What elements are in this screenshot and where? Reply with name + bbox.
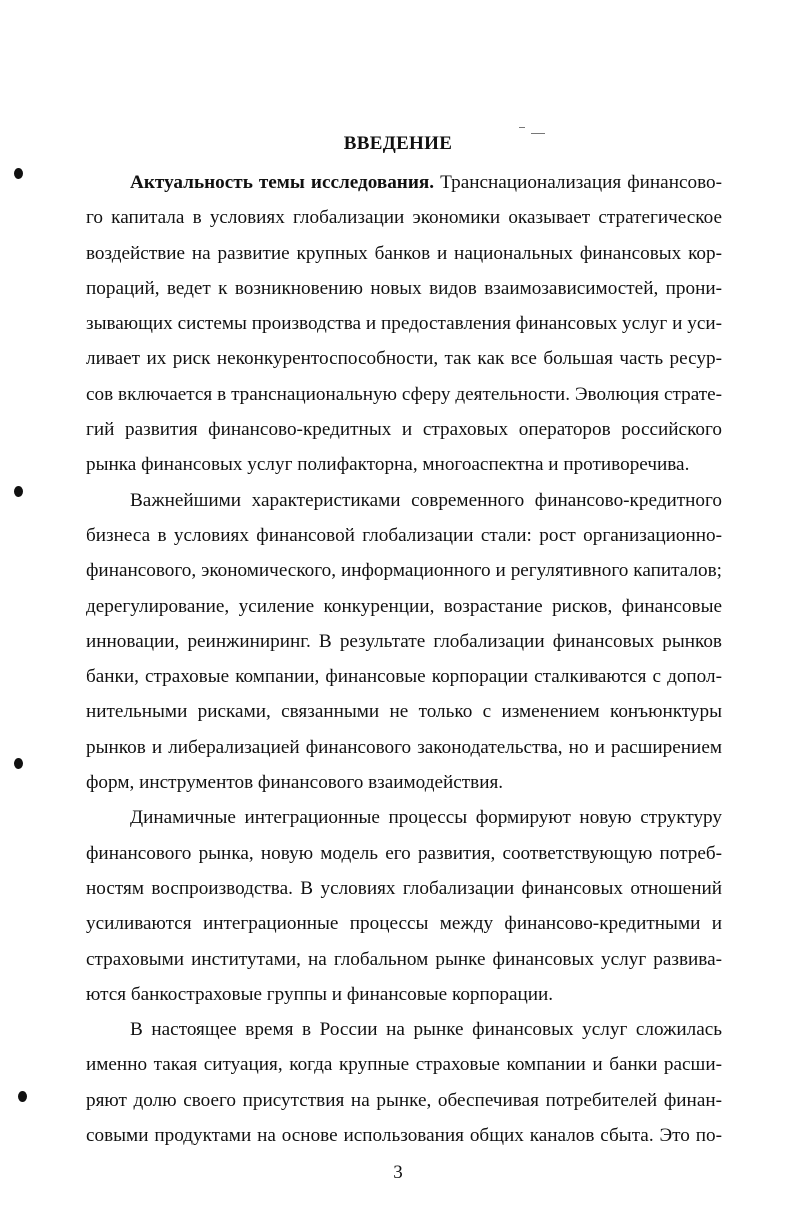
binder-hole-3: [14, 758, 23, 769]
text-line: банки, страховые компании, финансовые корпорации сталкиваются с допол-: [86, 666, 722, 688]
text-line: ливает их риск неконкурентоспособности, так как все большая часть ресур-: [86, 348, 722, 370]
text-line: сов включается в транснациональную сферу деятельности. Эволюция страте-: [86, 383, 722, 405]
text-line: совыми продуктами на основе использования общих каналов сбыта. Это по-: [86, 1125, 722, 1147]
text-line: нительными рисками, связанными не только с изменением конъюнктуры: [86, 701, 722, 723]
text-line: ются банкостраховые группы и финансовые корпорации.: [86, 983, 554, 1005]
scan-speck: [519, 127, 525, 128]
text-line: рынка финансовых услуг полифакторна, многоаспектна и противоречива.: [86, 454, 690, 476]
text-line: гий развития финансово-кредитных и страховых операторов российского: [86, 419, 722, 441]
text-line: страховыми институтами, на глобальном рынке финансовых услуг развива-: [86, 948, 722, 970]
text-line: финансового рынка, новую модель его развития, соответствующую потреб-: [86, 842, 722, 864]
text-line: воздействие на развитие крупных банков и национальных финансовых кор-: [86, 242, 722, 264]
text-line: дерегулирование, усиление конкуренции, возрастание рисков, финансовые: [86, 595, 722, 617]
text-line: именно такая ситуация, когда крупные страховые компании и банки расши-: [86, 1054, 722, 1076]
text-line: зывающих системы производства и предоставления финансовых услуг и уси-: [86, 313, 722, 335]
page-number: 3: [393, 1162, 403, 1183]
text-line: рынков и либерализацией финансового законодательства, но и расширением: [86, 736, 722, 758]
text-line: форм, инструментов финансового взаимодействия.: [86, 772, 504, 794]
text-line: бизнеса в условиях финансовой глобализации стали: рост организационно-: [86, 524, 722, 546]
text-line-rest: Транснационализация финансово-: [434, 172, 722, 193]
text-line: Динамичные интеграционные процессы формируют новую структуру: [130, 807, 722, 829]
text-line: В настоящее время в России на рынке финансовых услуг сложилась: [130, 1019, 722, 1041]
page-title: ВВЕДЕНИЕ: [343, 133, 453, 154]
body-text: [86, 165, 722, 1153]
text-line: го капитала в условиях глобализации экономики оказывает стратегическое: [86, 207, 722, 229]
text-line: финансового, экономического, информационного и регулятивного капиталов;: [86, 560, 722, 582]
binder-hole-2: [14, 486, 23, 497]
binder-hole-1: [14, 168, 23, 179]
text-line: ностям воспроизводства. В условиях глобализации финансовых отношений: [86, 877, 722, 899]
text-line: инновации, реинжиниринг. В результате глобализации финансовых рынков: [86, 630, 722, 652]
text-line: [86, 165, 722, 200]
binder-hole-4: [18, 1091, 27, 1102]
text-line: ряют долю своего присутствия на рынке, обеспечивая потребителей финан-: [86, 1089, 722, 1111]
text-line: усиливаются интеграционные процессы между финансово-кредитными и: [86, 913, 722, 935]
text-line: Важнейшими характеристиками современного финансово-кредитного: [130, 489, 722, 511]
text-line: пораций, ведет к возникновению новых видов взаимозависимостей, прони-: [86, 277, 722, 299]
lead-phrase: Актуальность темы исследования.: [130, 172, 435, 193]
